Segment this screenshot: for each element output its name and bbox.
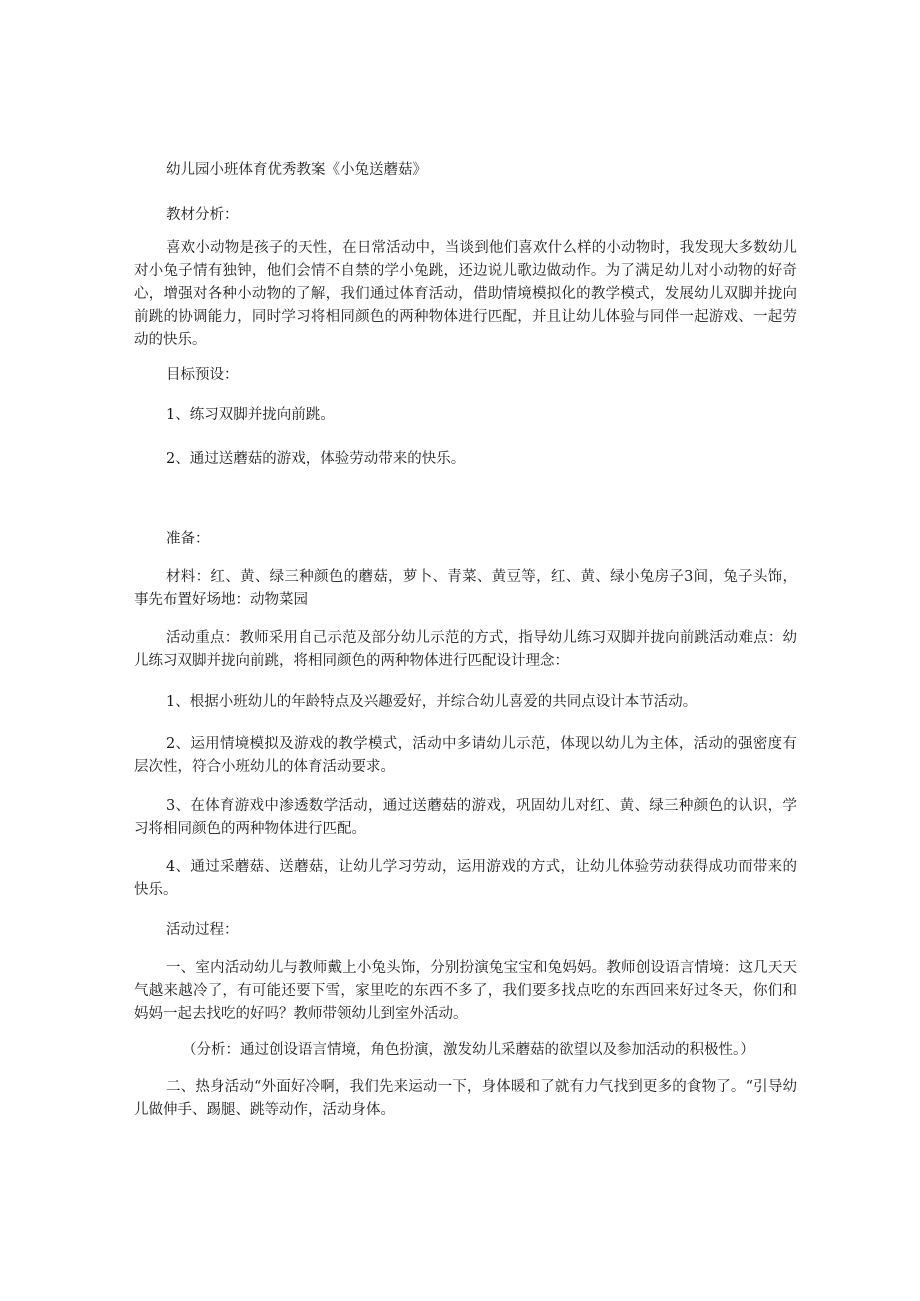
process-heading: 活动过程： (166, 922, 239, 938)
goals-heading: 目标预设： (166, 367, 239, 383)
concept-item-3: 3、在体育游戏中渗透数学活动，通过送蘑菇的游戏，巩固幼儿对红、黄、绿三种颜色的认识，学习将相同颜色的两种物体进行匹配。 (134, 798, 797, 837)
materials-paragraph: 材料：红、黄、绿三种颜色的蘑菇，萝卜、青菜、黄豆等，红、黄、绿小兔房子3间，兔子头饰，事先布置好场地：动物菜园 (134, 569, 797, 608)
analysis-paragraph: 喜欢小动物是孩子的天性，在日常活动中，当谈到他们喜欢什么样的小动物时，我发现大多数幼儿对小兔子情有独钟，他们会情不自禁的学小兔跳，还边说儿歌边做动作。为了满足幼儿对小动物的好奇心，增强对各种小动物的了解，我们通过体育活动，借助情境模拟化的教学模式，发展幼儿双脚并拢向前跳的协调能力，同时学习将相同颜色的两种物体进行匹配，并且让幼儿体验与同伴一起游戏、一起劳动的快乐。 (134, 240, 797, 348)
analysis-heading: 教材分析： (166, 207, 239, 223)
process-step-1: 一、室内活动幼儿与教师戴上小兔头饰，分别扮演兔宝宝和兔妈妈。教师创设语言情境：这几天天气越来越冷了，有可能还要下雪，家里吃的东西不多了，我们要多找点吃的东西回来好过冬天，你们和妈妈一起去找吃的好吗？教师带领幼儿到室外活动。 (134, 960, 797, 1022)
process-step-1-note: （分析：通过创设语言情境，角色扮演，激发幼儿采蘑菇的欲望以及参加活动的积极性。） (182, 1042, 755, 1058)
concept-item-4: 4、通过采蘑菇、送蘑菇，让幼儿学习劳动，运用游戏的方式，让幼儿体验劳动获得成功而带来的快乐。 (134, 859, 797, 898)
document-title: 幼儿园小班体育优秀教案《小兔送蘑菇》 (166, 162, 427, 178)
process-step-2: 二、热身活动“外面好冷啊，我们先来运动一下，身体暖和了就有力气找到更多的食物了。“引导幼儿做伸手、踢腿、跳等动作，活动身体。 (134, 1079, 797, 1118)
concept-item-1: 1、根据小班幼儿的年龄特点及兴趣爱好，并综合幼儿喜爱的共同点设计本节活动。 (166, 694, 698, 710)
preparation-heading: 准备： (166, 531, 210, 547)
goal-item-1: 1、练习双脚并拢向前跳。 (166, 407, 335, 423)
goal-item-2: 2、通过送蘑菇的游戏，体验劳动带来的快乐。 (166, 451, 466, 467)
focus-paragraph: 活动重点：教师采用自己示范及部分幼儿示范的方式，指导幼儿练习双脚并拢向前跳活动难点：幼儿练习双脚并拢向前跳，将相同颜色的两种物体进行匹配设计理念： (134, 630, 797, 669)
concept-item-2: 2、运用情境模拟及游戏的教学模式，活动中多请幼儿示范，体现以幼儿为主体，活动的强密度有层次性，符合小班幼儿的体育活动要求。 (134, 736, 797, 775)
